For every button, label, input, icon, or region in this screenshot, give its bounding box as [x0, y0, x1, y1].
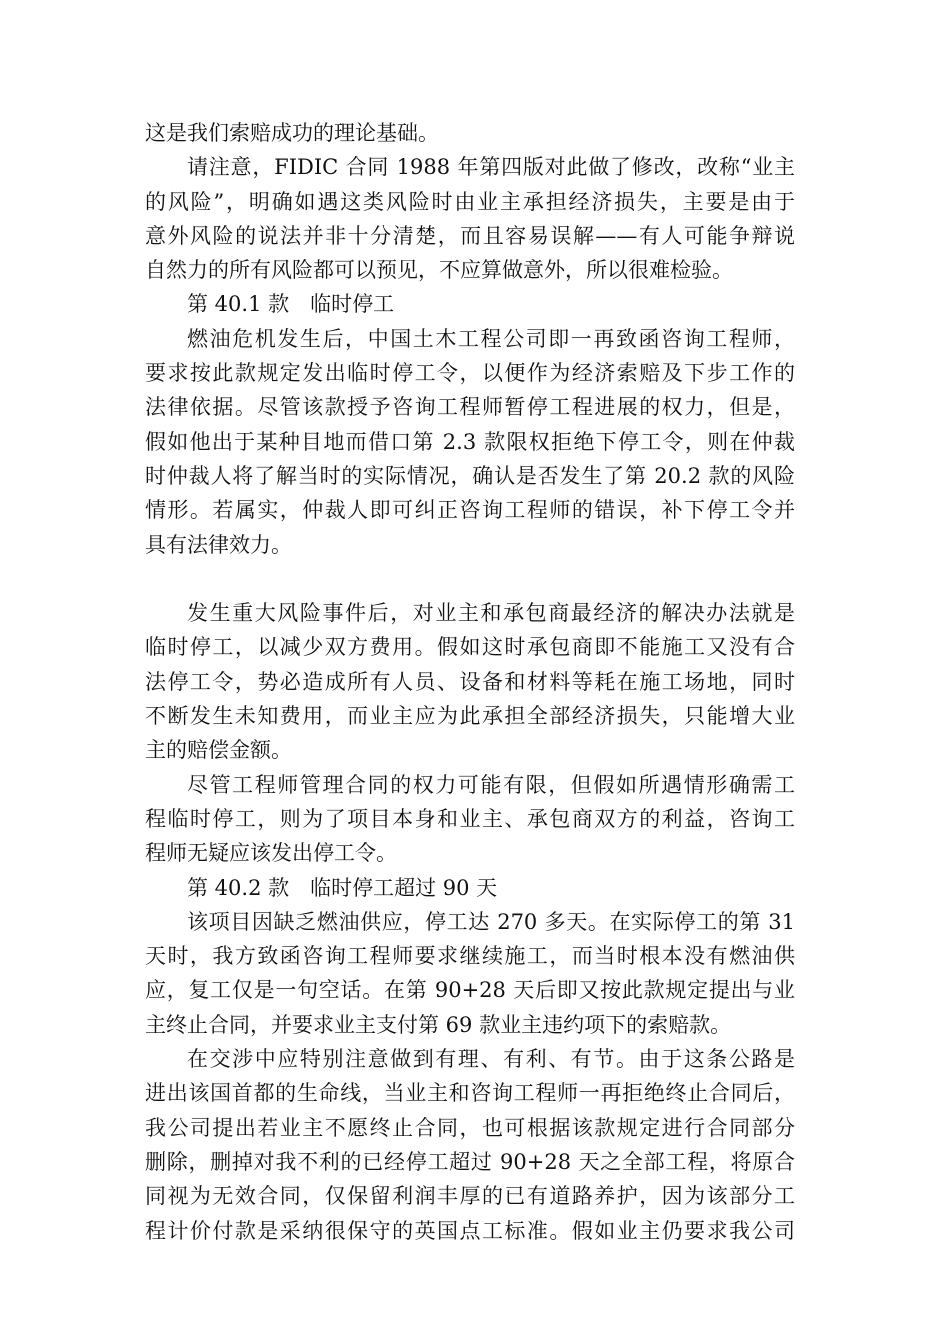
paragraph-first-line: 发生重大风险事件后，对业主和承包商最经济的解决办法就是 [187, 601, 795, 626]
text-line: 应，复工仅是一句空话。在第 90+28 天后即又按此款规定提出与业 [145, 978, 795, 1003]
text-line: 法停工令，势必造成所有人员、设备和材料等耗在施工场地，同时 [145, 669, 795, 694]
text-line: 假如他出于某种目地而借口第 2.3 款限权拒绝下停工令，则在仲裁 [145, 429, 795, 454]
text-line: 法律依据。尽管该款授予咨询工程师暂停工程进展的权力，但是， [145, 395, 795, 420]
paragraph-first-line: 尽管工程师管理合同的权力可能有限，但假如所遇情形确需工 [187, 772, 795, 797]
paragraph-first-line: 该项目因缺乏燃油供应，停工达 270 多天。在实际停工的第 31 [187, 909, 795, 934]
section-heading: 第 40.1 款 临时停工 [187, 292, 395, 317]
text-line: 的风险”，明确如遇这类风险时由业主承担经济损失，主要是由于 [145, 189, 795, 214]
text-line: 程计价付款是采纳很保守的英国点工标准。假如业主仍要求我公司 [145, 1218, 795, 1243]
paragraph-first-line: 请注意，FIDIC 合同 1988 年第四版对此做了修改，改称“业主 [187, 155, 795, 180]
paragraph-last-line: 自然力的所有风险都可以预见，不应算做意外，所以很难检验。 [145, 258, 733, 283]
blank-line [145, 562, 795, 596]
text-line: 不断发生未知费用，而业主应为此承担全部经济损失，只能增大业 [145, 704, 795, 729]
paragraph-last-line: 主终止合同，并要求业主支付第 69 款业主违约项下的索赔款。 [145, 1012, 732, 1037]
text-line: 时仲裁人将了解当时的实际情况，确认是否发生了第 20.2 款的风险 [145, 463, 795, 488]
text-line: 临时停工，以减少双方费用。假如这时承包商即不能施工又没有合 [145, 635, 795, 660]
paragraph-first-line: 燃油危机发生后，中国土木工程公司即一再致函咨询工程师， [187, 326, 795, 351]
text-line: 意外风险的说法并非十分清楚，而且容易误解——有人可能争辩说 [145, 223, 795, 248]
text-line: 天时，我方致函咨询工程师要求继续施工，而当时根本没有燃油供 [145, 944, 795, 969]
text-line: 程临时停工，则为了项目本身和业主、承包商双方的利益，咨询工 [145, 806, 795, 831]
text-line: 删除，删掉对我不利的已经停工超过 90+28 天之全部工程，将原合 [145, 1149, 795, 1174]
text-line: 进出该国首都的生命线，当业主和咨询工程师一再拒绝终止合同后， [145, 1081, 795, 1106]
paragraph-last-line: 具有法律效力。 [145, 532, 292, 557]
paragraph-first-line: 在交涉中应特别注意做到有理、有利、有节。由于这条公路是 [187, 1047, 795, 1072]
paragraph-last-line: 这是我们索赔成功的理论基础。 [145, 121, 439, 145]
section-heading: 第 40.2 款 临时停工超过 90 天 [187, 875, 498, 900]
text-line: 我公司提出若业主不愿终止合同，也可根据该款规定进行合同部分 [145, 1115, 795, 1140]
paragraph-last-line: 主的赔偿金额。 [145, 738, 292, 763]
paragraph-last-line: 程师无疑应该发出停工令。 [145, 841, 397, 866]
text-line: 要求按此款规定发出临时停工令，以便作为经济索赔及下步工作的 [145, 361, 795, 386]
text-line: 同视为无效合同，仅保留利润丰厚的已有道路养护，因为该部分工 [145, 1184, 795, 1209]
text-line: 情形。若属实，仲裁人即可纠正咨询工程师的错误，补下停工令并 [145, 498, 795, 523]
document-page [145, 116, 795, 1248]
